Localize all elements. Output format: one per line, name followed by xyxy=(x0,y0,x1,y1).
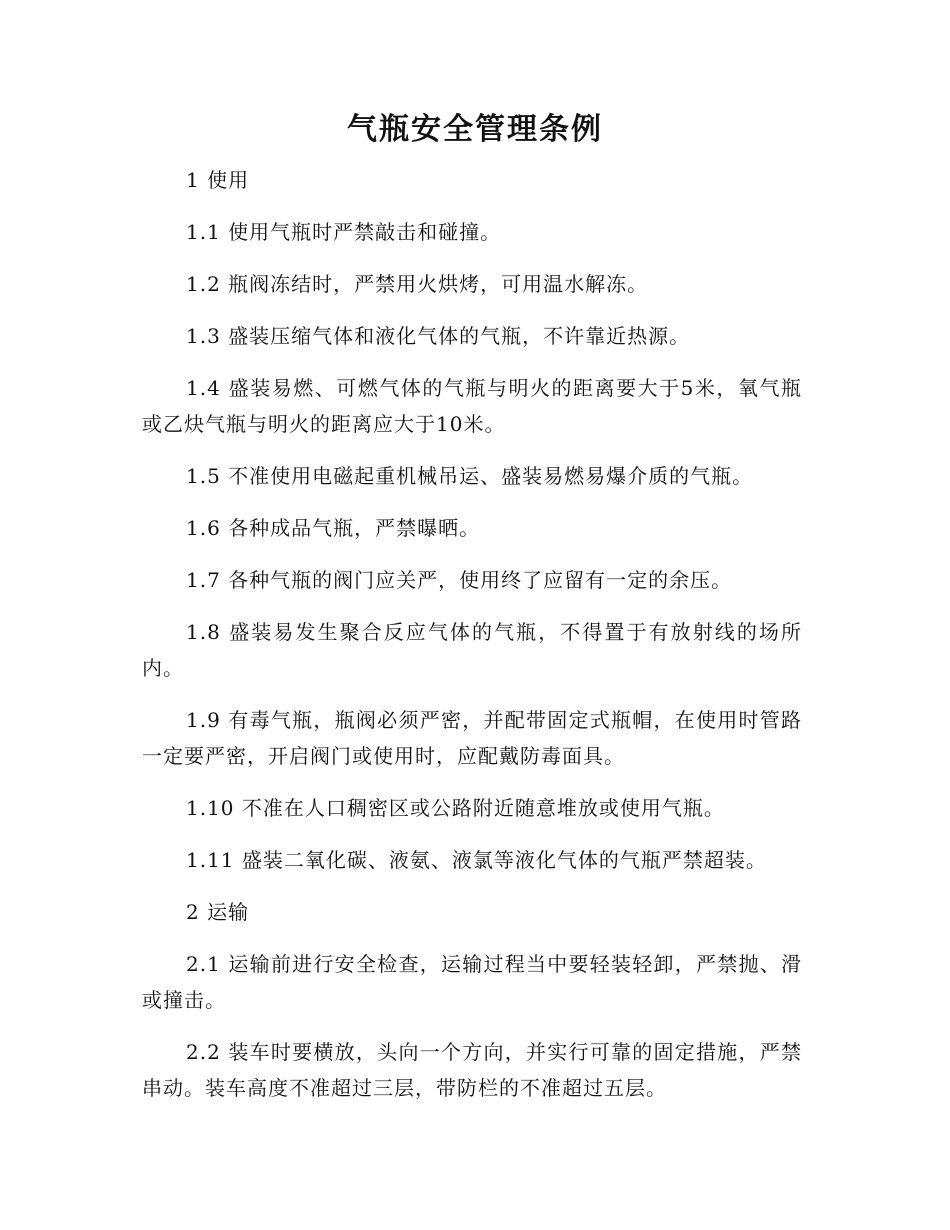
clause-1-3: 1.3 盛装压缩气体和液化气体的气瓶，不许靠近热源。 xyxy=(186,324,691,348)
clause-1-7: 1.7 各种气瓶的阀门应关严，使用终了应留有一定的余压。 xyxy=(186,568,733,592)
clause-1-9: 1.9 有毒气瓶，瓶阀必须严密，并配带固定式瓶帽，在使用时管路一定要严密，开启阀门或使用时，应配戴防毒面具。 xyxy=(142,708,802,768)
clause-1-8: 1.8 盛装易发生聚合反应气体的气瓶，不得置于有放射线的场所内。 xyxy=(142,620,802,680)
clause-2-1: 2.1 运输前进行安全检查，运输过程当中要轻装轻卸，严禁抛、滑或撞击。 xyxy=(142,952,802,1012)
clause-1-6: 1.6 各种成品气瓶，严禁曝晒。 xyxy=(186,516,481,540)
section-heading-transport: 2 运输 xyxy=(186,900,250,924)
clause-1-1: 1.1 使用气瓶时严禁敲击和碰撞。 xyxy=(186,220,502,244)
clause-1-5: 1.5 不准使用电磁起重机械吊运、盛装易燃易爆介质的气瓶。 xyxy=(186,464,754,488)
clause-1-4: 1.4 盛装易燃、可燃气体的气瓶与明火的距离要大于5米，氧气瓶或乙炔气瓶与明火的距离应大于10米。 xyxy=(142,376,802,436)
document-body xyxy=(142,162,802,1122)
document-title: 气瓶安全管理条例 xyxy=(347,112,603,147)
clause-2-2: 2.2 装车时要横放，头向一个方向，并实行可靠的固定措施，严禁串动。装车高度不准超过三层，带防栏的不准超过五层。 xyxy=(142,1040,802,1100)
clause-1-10: 1.10 不准在人口稠密区或公路附近随意堆放或使用气瓶。 xyxy=(186,796,725,820)
clause-1-2: 1.2 瓶阀冻结时，严禁用火烘烤，可用温水解冻。 xyxy=(186,272,649,296)
clause-1-11: 1.11 盛装二氧化碳、液氨、液氯等液化气体的气瓶严禁超装。 xyxy=(186,848,767,872)
section-heading-usage: 1 使用 xyxy=(186,168,250,192)
